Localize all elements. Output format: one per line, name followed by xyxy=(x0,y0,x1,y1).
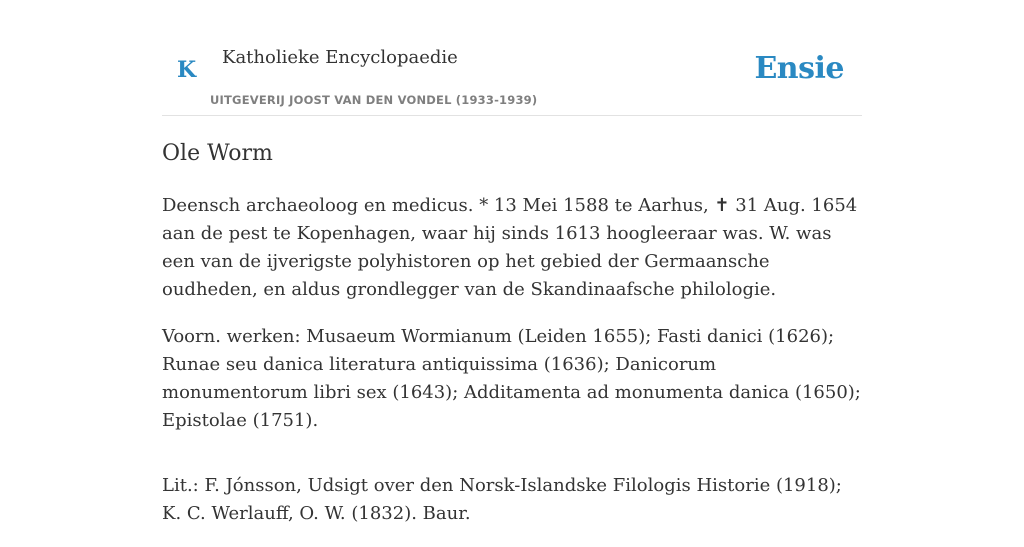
article-title: Ole Worm xyxy=(162,141,273,166)
article-paragraph-intro: Deensch archaeoloog en medicus. * 13 Mei 1588 te Aarhus, ✝ 31 Aug. 1654 aan de pest te Kopenhagen, waar hij sinds 1613 hoogleeraar was. W. was een van de ijverigste polyhistoren op het gebied der Germaansche oudheden, en aldus grondlegger van de Skandinaafsche philologie. xyxy=(162,195,858,300)
publisher-label: UITGEVERIJ JOOST VAN DEN VONDEL (1933-1939) xyxy=(210,93,538,107)
site-logo-icon[interactable]: K xyxy=(177,57,197,83)
article-paragraph-literature: Lit.: F. Jónsson, Udsigt over den Norsk-Islandske Filologis Historie (1918); K. C. Werlauff, O. W. (1832). Baur. xyxy=(162,475,842,524)
site-header xyxy=(162,40,862,116)
article xyxy=(162,138,862,547)
article-paragraph-works: Voorn. werken: Musaeum Wormianum (Leiden 1655); Fasti danici (1626); Runae seu danica literatura antiquissima (1636); Danicorum monumentorum libri sex (1643); Additamenta ad monumenta danica (1650); Epistolae (1751). xyxy=(162,326,861,431)
ensie-brand-logo[interactable]: Ensie xyxy=(754,51,844,86)
site-title[interactable]: Katholieke Encyclopaedie xyxy=(222,47,458,68)
